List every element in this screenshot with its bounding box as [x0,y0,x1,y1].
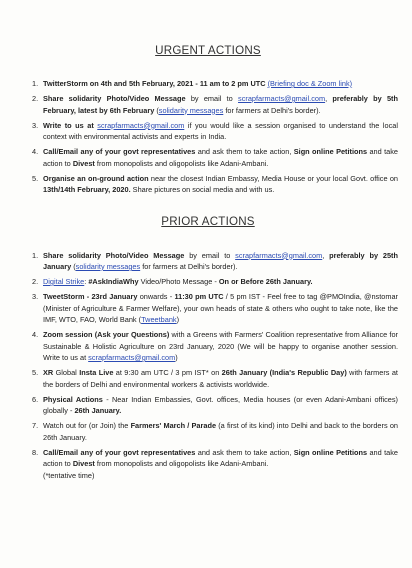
prior-action-item [18,276,398,288]
prior-action-item [18,291,398,326]
item-number: 4. [32,330,39,339]
urgent-action-item [18,93,398,116]
item-number: 2. [32,94,39,103]
item-text: ) [176,315,180,324]
item-text: (a first of its kind) into Delhi and back to the borders on 26th January. [43,421,398,442]
urgent-action-item [18,78,398,90]
item-text: ( [154,105,159,115]
item-number: 5. [32,368,39,377]
item-text: for farmers at Delhi's border). [140,262,238,271]
prior-action-item [18,250,398,273]
item-text: , [325,94,333,103]
item-emphasis: preferably by 5th February, latest by 6th February [43,94,398,115]
item-text: ) [175,353,178,362]
item-text: Global [53,368,80,377]
item-link[interactable]: (Briefing doc & Zoom link) [267,79,353,88]
item-link[interactable]: solidarity messages [158,105,224,115]
prior-action-item [18,447,398,482]
prior-action-item [18,420,398,443]
item-link[interactable]: Tweetbank [141,315,177,324]
item-emphasis: Divest [72,459,95,468]
urgent-action-item [18,146,398,169]
item-number: 1. [32,79,39,88]
item-text: - Near Indian Embassies, Govt. offices, Media houses (or even Adani-Ambani offices) globally - [43,394,398,415]
item-number: 7. [32,421,39,430]
item-text: for farmers at Delhi's border). [223,105,321,115]
item-text: : [84,277,89,286]
item-emphasis: 26th January (India's Republic Day) [221,368,347,377]
item-emphasis: 11:30 pm UTC [174,292,224,301]
item-text: and ask them to take action, [195,447,294,457]
item-text: with a Greens with Farmers' Coalition representative from Alliance for Sustainable & Holistic Agriculture on 23rd January, 2020 (We will be happy to organise another session. Write to us at [43,330,398,362]
item-emphasis: #AskIndiaWhy [88,277,139,286]
item-emphasis: Farmers' March / Parade [130,421,217,430]
item-emphasis: Write to us at [43,120,94,130]
item-emphasis: TweetStorm - 23rd January [43,292,138,301]
prior-action-item [18,394,398,417]
item-text: if you would like a session organised to understand the local context with environmental activists and experts in India. [43,120,398,141]
item-text: from monopolists and oligopolists like Adani-Ambani. [94,459,269,468]
item-text: and take action to [43,147,398,168]
item-number: 1. [32,250,39,260]
item-text: / 5 pm IST - Feel free to tag @PMOIndia, @nstomar (Minister of Agriculture & Farmer Welfare), your own heads of state & others who ought to take note, like the IMF, WTO, FAO, World Bank ( [43,292,398,324]
item-number: 5. [32,173,39,183]
item-link[interactable]: scrapfarmacts@gmail.com [235,250,323,260]
item-link[interactable]: solidarity messages [75,262,141,271]
item-emphasis: preferably by 25th January [43,250,398,271]
item-text: near the closest Indian Embassy, Media House or your local Govt. office on [148,173,399,183]
item-link[interactable]: scrapfarmacts@gmail.com [97,120,185,130]
prior-action-item [18,367,398,390]
prior-action-item [18,329,398,364]
urgent-actions-list [18,78,398,196]
item-emphasis: Share solidarity Photo/Video Message [43,250,185,260]
item-number: 6. [32,394,39,404]
item-link[interactable]: scrapfarmacts@gmail.com [88,353,176,362]
item-emphasis: Share solidarity Photo/Video Message [43,94,186,103]
item-text: ( [71,262,76,271]
item-number: 4. [32,147,39,156]
item-emphasis: Organise an on-ground action [43,173,149,183]
item-emphasis: Physical Actions [43,394,103,404]
item-text: , [322,250,330,260]
item-emphasis: Insta Live [79,368,114,377]
prior-actions-heading: PRIOR ACTIONS [161,214,255,228]
item-text: and ask them to take action, [195,147,294,156]
item-text: and take action to [43,447,398,468]
item-text: at 9:30 am UTC / 3 pm IST* on [113,368,222,377]
item-text: from monopolists and oligopolists like Adani-Ambani. [94,158,269,168]
item-text: with farmers at the borders of Delhi and environmental workers & activists worldwide. [43,368,398,389]
item-text: by email to [184,250,236,260]
prior-actions-list [18,250,398,482]
item-link[interactable]: scrapfarmacts@gmail.com [238,94,326,103]
item-number: 2. [32,277,39,286]
item-emphasis: 26th January. [74,406,122,415]
item-text: onwards - [137,292,175,301]
item-number: 3. [32,292,39,301]
item-emphasis: XR [43,368,54,377]
urgent-action-item [18,173,398,196]
item-emphasis: TwitterStorm on 4th and 5th February, 2021 - 11 am to 2 pm UTC [43,79,266,88]
item-emphasis: Sign online Petitions [293,147,368,156]
item-emphasis: Divest [72,158,95,168]
item-number: 8. [32,447,39,457]
item-emphasis: On or Before 26th January. [218,277,313,286]
item-text: Watch out for (or Join) the [43,421,131,430]
item-emphasis: Sign online Petitions [293,447,368,457]
urgent-actions-heading: URGENT ACTIONS [155,44,261,57]
tentative-time-note: (*tentative time) [43,470,95,480]
item-text: Video/Photo Message - [138,277,219,286]
item-emphasis: Zoom session (Ask your Questions) [43,330,170,339]
item-number: 3. [32,120,39,130]
item-link[interactable]: Digital Strike [43,277,85,286]
item-emphasis: 13th/14th February, 2020. [43,185,131,194]
item-emphasis: Call/Email any of your govt representatives [43,447,196,457]
item-emphasis: Call/Email any of your govt representatives [43,147,196,156]
item-text: by email to [185,94,239,103]
item-text: Share pictures on social media and with us. [130,185,275,194]
urgent-action-item [18,120,398,143]
